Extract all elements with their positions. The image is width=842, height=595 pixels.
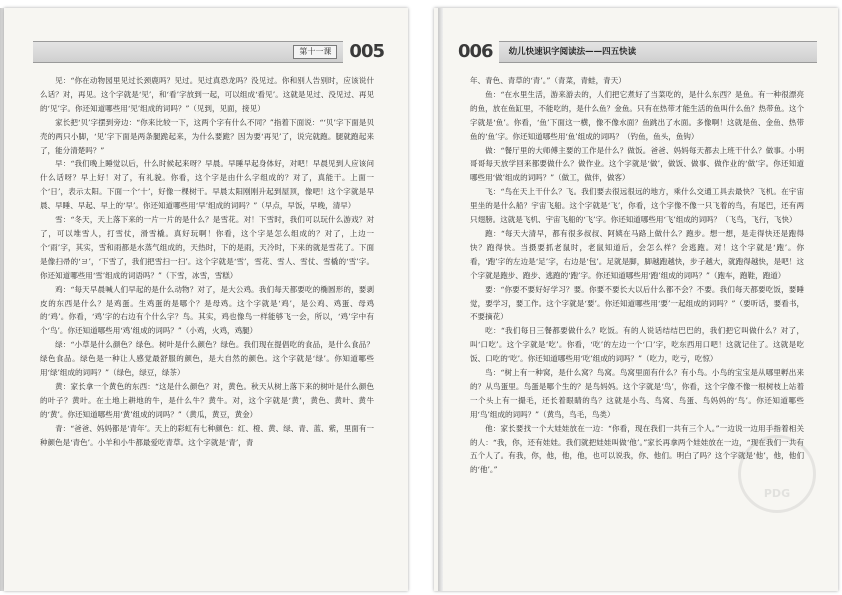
paragraph: 跑：“每天大清早，都有很多叔叔、阿姨在马路上做什么？跑步。想一想，是走得快还是跑得快？跑得快。当摄要抓老鼠时，老鼠知道后，会怎么样？会逃跑。对！这个字就是‘跑’。你看，‘跑’字的左边是‘足’字，右边是‘包’。足就是脚，脚越跑越快，步子越大，就跑得越快，是吧！这个字就是跑步、跑步、逃跑的‘跑’字。你还知道哪些用‘跑’组成的词吗？”（跑车，跑鞋，跑道）	[470, 228, 804, 280]
lesson-tag: 第十一课	[293, 45, 337, 59]
paragraph: 见：“你在动物园里见过长颈鹿吗？见过。见过真恐龙吗？没见过。你和别人告别时，应该说什么话？对，再见。这个字就是‘见’，和‘看’字放到一起，可以组成‘看见’。这就是见过、没见过、再见的‘见’字。你还知道哪些用‘见’组成的词吗？”（见到，见面，接见）	[40, 76, 374, 113]
paragraph: 年、青色、青草的‘青’。”（青菜，青蛙，青天）	[470, 76, 626, 85]
right-page-body	[470, 74, 804, 477]
paragraph: 黄：家长拿一个黄色的东西：“这是什么颜色？对，黄色。秋天从树上落下来的树叶是什么颜色的叶子？黄叶。在土地上耕地的牛，是什么牛？黄牛。对，这个字就是‘黄’，黄色、黄叶、黄牛的‘黄’。你还知道哪些用‘黄’组成的词吗？”（黄瓜，黄豆，黄金）	[40, 381, 374, 419]
paragraph: 家长把‘贝’字摆到旁边：“你来比较一下，这两个字有什么不同？”指着下面说：“‘贝’字下面是贝壳的两只小脚，‘见’字下面是两条腿跪起来，为什么要跪？因为要‘再见’了，说完就跑。腿就跑起来了，能分清楚吗？”	[40, 117, 374, 155]
paragraph: 做：“餐厅里的大师傅主要的工作是什么？做饭。爸爸、妈妈每天都去上班干什么？做事。小明哥哥每天放学回来都要做什么？做作业。这个字就是‘做’，做饭、做事、做作业的‘做’字。你还知道哪些用‘做’组成的词吗？”（做工，做伴，做客）	[470, 145, 804, 183]
left-page-header	[33, 40, 390, 64]
header-band	[499, 41, 817, 63]
paragraph: 早：“我们晚上睡觉以后，什么时候起来呀？早晨。早睡早起身体好，对吧！早晨见到人应该问什么话呀？早上好！对了，有礼貌。你看，这个字是由什么字组成的？对了，真能干。上面一个‘日’，表示太阳。下面一个‘十’，好像一棵树干。早晨太阳刚刚升起到屋顶，像吧！这个字就是早晨、早睡、早起、早上的‘早’。你还知道哪些用‘早’组成的词吗？”（早点，早饭，早晚，清早）	[40, 159, 374, 211]
paragraph: 绿：“小草是什么颜色？绿色。树叶是什么颜色？绿色。我们现在提倡吃的食品，是什么食品？绿色食品。绿色是一种让人感觉最舒服的颜色，是大自然的颜色。这个字就是‘绿’。你知道哪些用‘绿’组成的词吗？”（绿色，绿豆，绿茶）	[40, 340, 374, 378]
paragraph: 吃：“我们每日三餐都要做什么？吃饭。有的人说话结结巴巴的，我们把它叫做什么？对了，叫‘口吃’。这个字就是‘吃’。你看，‘吃’的左边一个‘口’字，吃东西用口吧！这就记住了。这就是吃饭、口吃的‘吃’。你还知道哪些用‘吃’组成的词吗？”（吃力，吃亏，吃惊）	[470, 326, 804, 364]
paragraph: 要：“你要不要好好学习？要。你要不要长大以后什么都不会？不要。我们每天都要吃饭，要睡觉，要学习，要工作。这个字就是‘要’。你还知道哪些用‘要’一起组成的词吗？”（要听话，要看书，不要摘花）	[470, 284, 804, 322]
header-band	[33, 41, 343, 63]
right-page-header	[452, 40, 817, 64]
left-page-body	[40, 74, 374, 449]
running-title: 幼儿快速识字阅读法——四五快读	[508, 47, 637, 57]
page-number: 005	[349, 41, 384, 62]
paragraph: 青：“爸爸、妈妈都是‘青年’。天上的彩虹有七种颜色：红、橙、黄、绿、青、蓝、紫，里面有一种颜色是‘青色’。小羊和小牛都最爱吃青草。这个字就是‘青’，青	[40, 423, 374, 447]
paragraph: 他：家长要找一个大娃娃放在一边：“你看，现在我们一共有三个人。”一边说一边用手指着相关的人：“我，你，还有娃娃。我们就把娃娃叫做‘他’。”家长再拿两个娃娃放在一边，“现在我们一共有五个人了。有我，你，他，他，他，也可以说我，你、他们。明白了吗？这个字就是‘他’，他，他们的‘他’。”	[470, 423, 804, 475]
paragraph: 飞：“鸟在天上干什么？飞。我们要去很远很远的地方，乘什么交通工具去最快？飞机。在宇宙里坐的是什么船？宇宙飞船。这个字就是‘飞’，你看，这个字像不像一只飞着的鸟，有尾巴，还有两只翅膀。这就是飞机、宇宙飞船的‘飞’字。你还知道哪些用‘飞’组成的词吗？（飞鸟，飞行，飞快）	[470, 187, 804, 225]
right-page-edge	[438, 8, 443, 591]
paragraph: 鸟：“树上有一种窝，是什么窝？鸟窝。鸟窝里面有什么？有小鸟。小鸟的宝宝是从哪里孵出来的？从鸟蛋里。鸟蛋是哪个生的？是鸟妈妈。这个字就是‘鸟’，你看，这个字像不像一根树枝上站着一个头上有一撮毛，还长着眼睛的鸟？这就是小鸟、鸟窝、鸟蛋、鸟妈妈的‘鸟’。你还知道哪些用‘鸟’组成的词吗？”（黄鸟，鸟毛，鸟类）	[470, 368, 804, 419]
paragraph: 鸡：“每天早晨喊人们早起的是什么动物？对了，是大公鸡。我们每天都要吃的椭圆形的，要剥皮的东西是什么？是鸡蛋。生鸡蛋的是哪个？是母鸡。这个字就是‘鸡’，是公鸡、鸡蛋、母鸡的‘鸡’。你看，‘鸡’字的右边有个什么字？鸟。其实，鸡也像鸟一样能够飞一会，所以，‘鸡’字中有个‘鸟’。你还知道哪些用‘鸡’组成的词吗？”（小鸡，火鸡，鸡腿）	[40, 284, 374, 336]
right-page	[434, 8, 838, 591]
paragraph: 雪：“冬天，天上落下来的一片一片的是什么？是雪花。对！下雪时，我们可以玩什么游戏？对了，可以堆雪人，打雪仗，滑雪橇。真好玩啊！你看，这个字是怎么组成的？对了，上边一个‘雨’字，其实，雪和雨都是水蒸气组成的，天热时，下的是雨，天冷时，下来的就是雪花了。下面是像扫帚的‘ヨ’，‘下雪了，我们把雪扫一扫’。这个字就是‘雪’，雪花、雪人、雪仗、雪橇的‘雪’字。你还知道哪些用‘雪’组成的词语吗？”（下雪，冰雪，雪糕）	[40, 215, 374, 280]
paragraph: 鱼：“在水里生活，游来游去的，人们把它煮好了当菜吃的，是什么东西？是鱼。有一种很漂亮的鱼，放在鱼缸里，不能吃的，是什么鱼？金鱼。只有在热带才能生活的鱼叫什么鱼？热带鱼。这个字就是‘鱼’。你看，‘鱼’下面这一横，像不像水面？鱼跳出了水面。多像啊！这就是鱼、金鱼、热带鱼的‘鱼’字。你还知道哪些用‘鱼’组成的词吗？（钓鱼，鱼头，鱼钩）	[470, 89, 804, 141]
left-page	[4, 8, 408, 591]
pdg-watermark: PDG	[738, 435, 816, 513]
page-number: 006	[458, 41, 493, 62]
